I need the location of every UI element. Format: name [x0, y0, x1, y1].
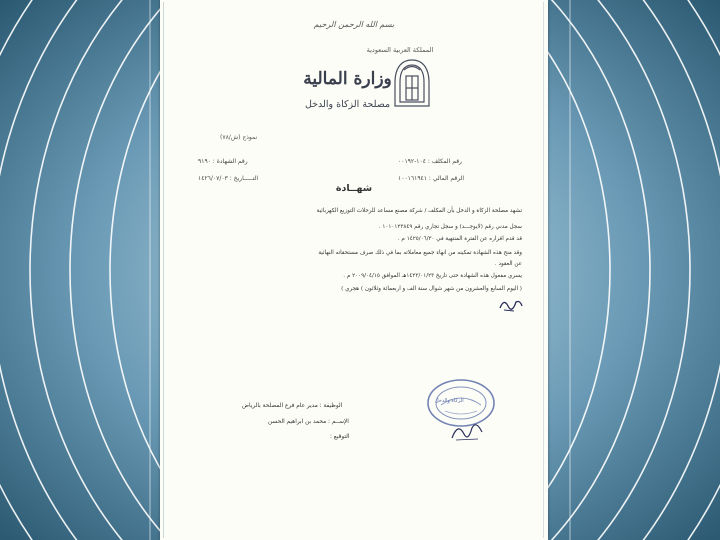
- body-line: تشهد مصلحة الزكاة و الدخل بأن المكلف / شركة مصنع مساعد للرحلات التوزيع الكهربائية: [316, 208, 522, 214]
- authority-name: مصلحة الزكاة والدخل: [304, 99, 391, 110]
- handwritten-initial-signature: [498, 294, 524, 314]
- handwritten-signature: [448, 418, 488, 444]
- body-line: عن العقود .: [494, 261, 522, 267]
- ministry-name: وزارة المالية: [303, 69, 392, 89]
- certificate-number: رقم الشهادة : ٩١٩٠: [198, 158, 248, 165]
- taxpayer-number: رقم المكلف : ١٠٤-٠٠١٩٢: [398, 158, 462, 165]
- financial-number: الرقم المالي : ١٠٠١٦١٩٤١: [398, 175, 465, 182]
- body-line: وقد منح هذه الشهادة تمكينه من انهاء جميع معاملاته بما في ذلك صرف مستحقاته النهائية: [318, 250, 522, 256]
- signatory-name: الإســم : محمد بن ابراهيم الحسن: [268, 419, 349, 425]
- form-number: نموذج (ش/٧٨): [220, 134, 258, 141]
- body-line: قد قدم اقراره عن الفترة المنتهية في ١٤٢٥/٠٦/٣٠ م .: [397, 236, 522, 242]
- scanned-certificate: [160, 0, 548, 540]
- signatory-signature-label: التوقيع :: [330, 434, 350, 440]
- body-line: سجل مدني رقم (لايوجـــد) و سجل تجاري رقم ١٠١٠١٢٣٨٤٩ .: [378, 224, 522, 230]
- certificate-date: التـــــاريخ : ١٤٢٦/٠٧/٠٣: [198, 175, 259, 182]
- body-line: ( اليوم السابع والعشرون من شهر شوال سنة الف و اربعمائة وثلاثون ) هجري ): [341, 286, 522, 292]
- basmala-heading: بسم الله الرحمن الرحيم: [313, 20, 395, 29]
- certificate-title: شهــادة: [335, 183, 373, 194]
- ministry-emblem-icon: [392, 58, 432, 110]
- stamp-text: الزكاة والدخل: [435, 398, 464, 404]
- kingdom-name: المملكة العربية السعودية: [366, 46, 434, 54]
- signatory-position: الوظيفة : مدير عام فرع المصلحة بالرياض: [242, 403, 343, 409]
- body-line: يسري مفعول هذه الشهادة حتى تاريخ ١٤٢٣/٠١/٢٣هـ الموافق ٢٠٠٩/٠٤/١٥ م .: [343, 273, 522, 279]
